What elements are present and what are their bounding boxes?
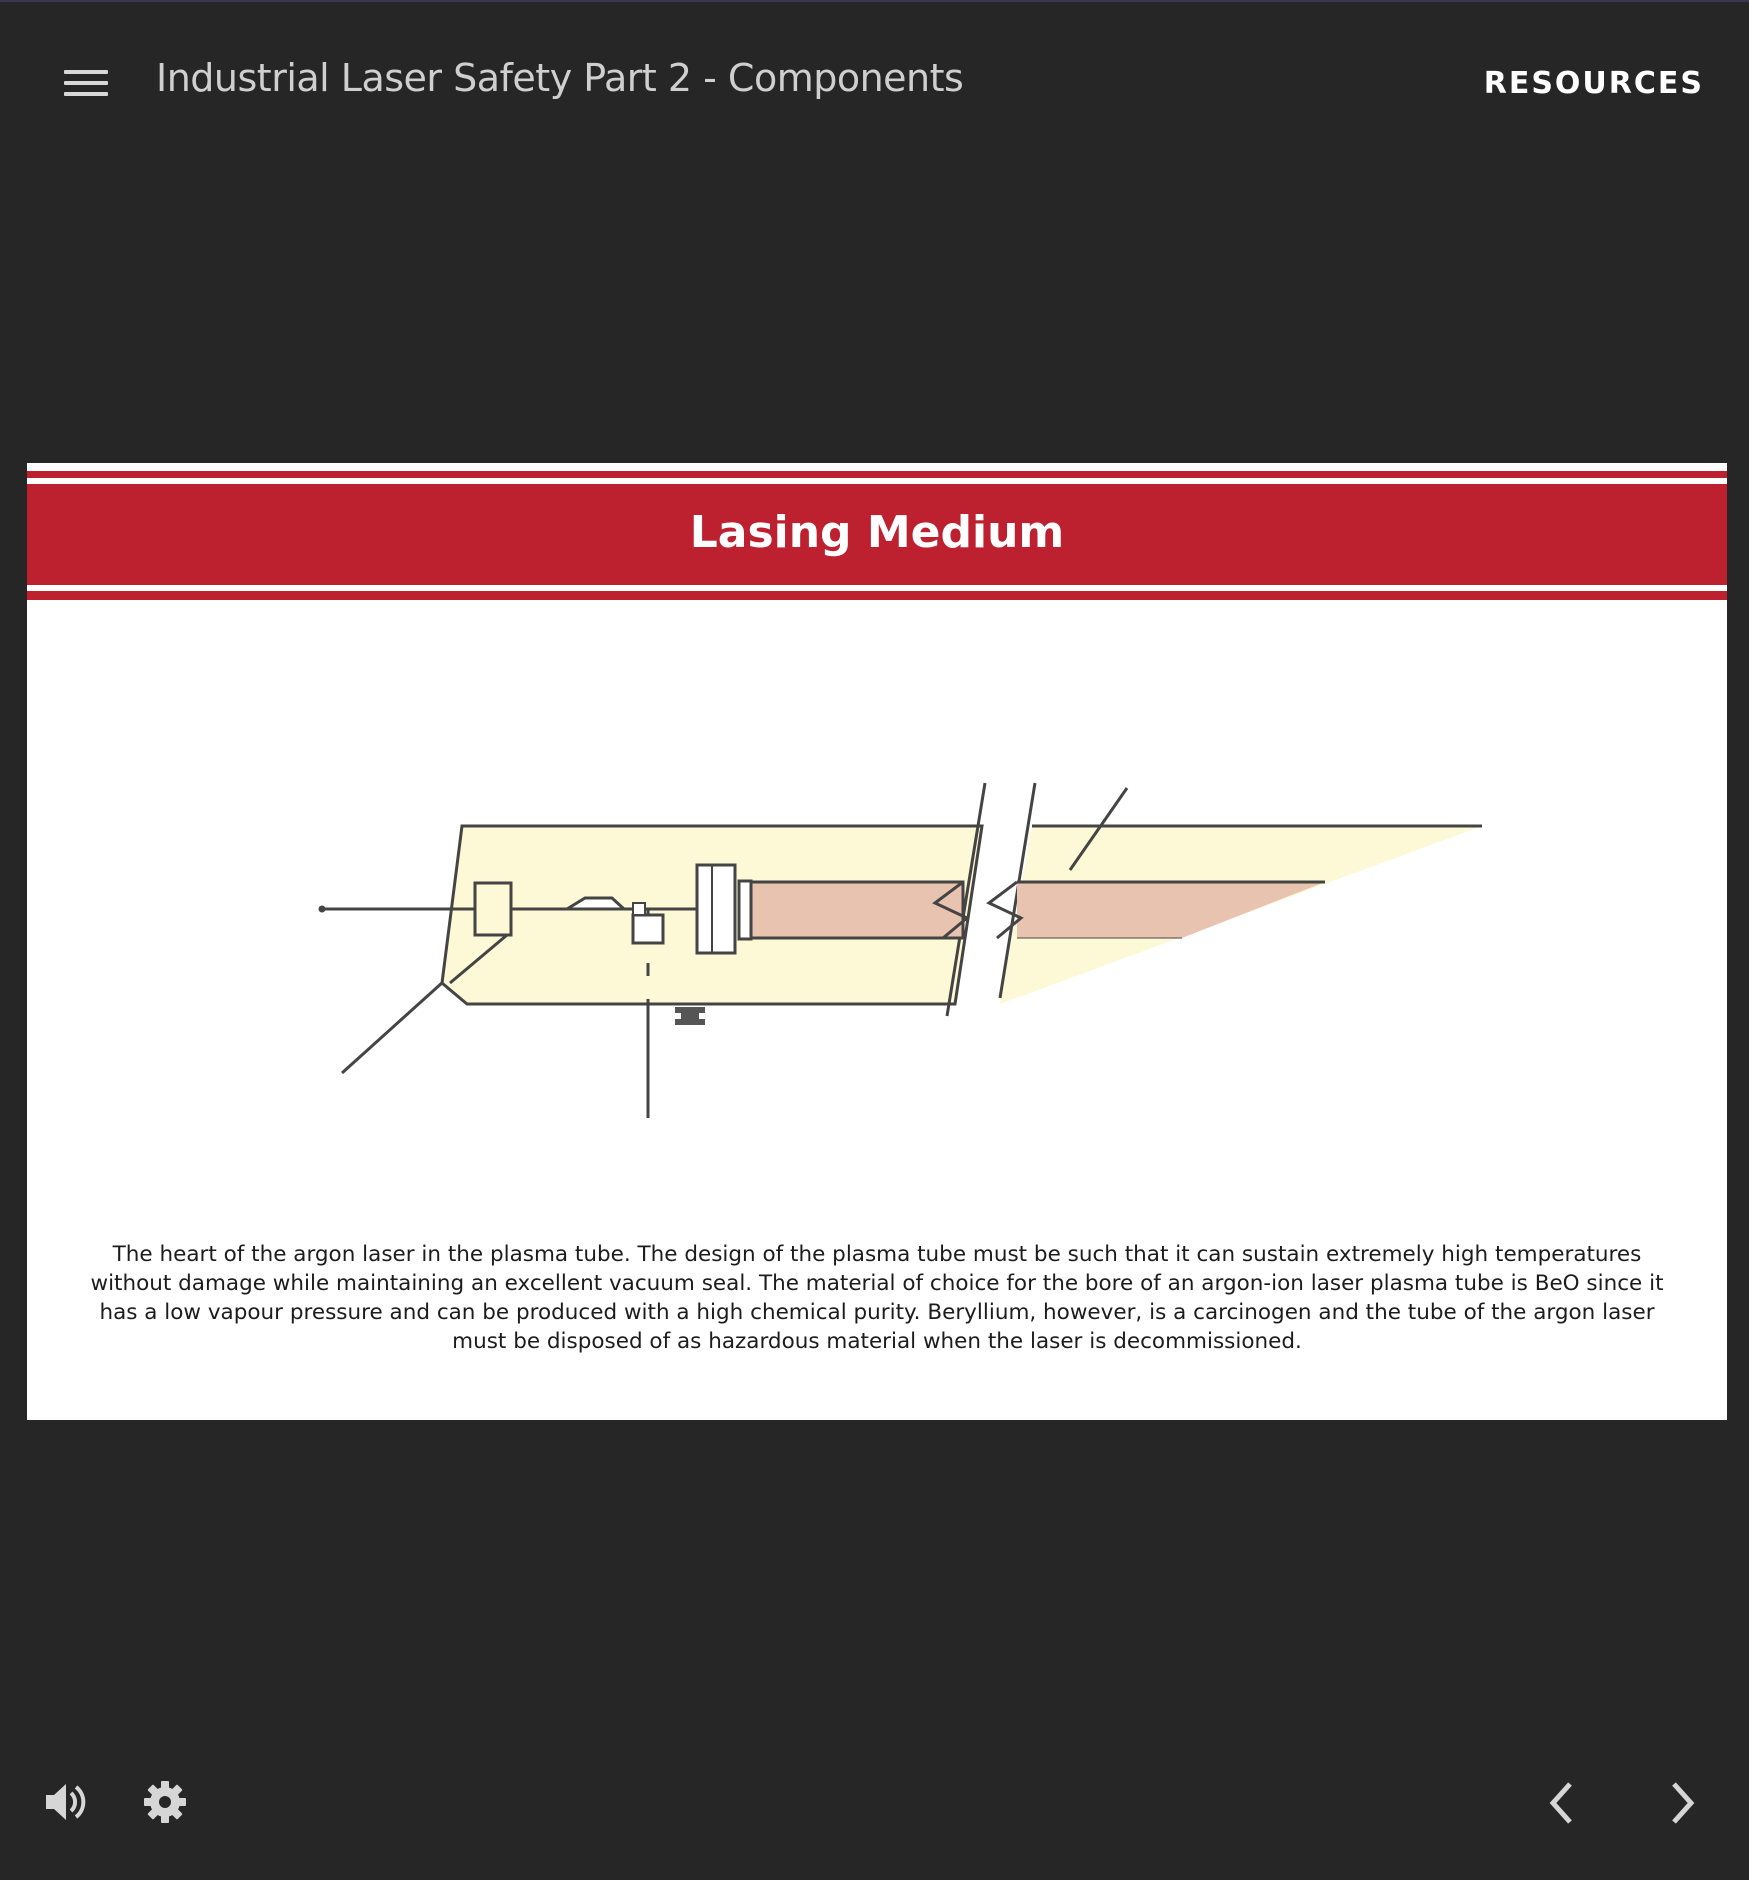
plasma-tube-right (1017, 882, 1325, 938)
tube-flange (697, 865, 735, 953)
hamburger-menu-icon[interactable] (58, 62, 114, 104)
course-title: Industrial Laser Safety Part 2 - Components (156, 56, 964, 100)
plasma-tube-left (751, 882, 963, 938)
resources-button[interactable]: RESOURCES (1483, 66, 1704, 101)
volume-icon[interactable] (42, 1780, 90, 1824)
chevron-left-icon[interactable] (1545, 1778, 1577, 1828)
slide-panel (27, 463, 1727, 1420)
argon-laser-diagram (267, 763, 1517, 1163)
slide-description: The heart of the argon laser in the plasma tube. The design of the plasma tube must be such that it can sustain extremely high temperatures without damage while maintaining an excellent vacuum seal. The material of choice for the bore of an argon-ion laser plasma tube is BeO since it has a low vapour pressure and can be produced with a high chemical purity. Beryllium, however, is a carcinogen and the tube of the argon laser must be disposed of as hazardous material when the laser is decommissioned. (90, 1242, 1664, 1354)
window-top-border (0, 0, 1749, 2)
slide-title-banner (27, 463, 1727, 600)
output-mirror (475, 883, 511, 935)
label-pointer-left (342, 982, 443, 1073)
slide-title: Lasing Medium (689, 507, 1065, 558)
aperture-block (633, 915, 663, 943)
gear-icon[interactable] (142, 1779, 188, 1825)
mounting-foot (675, 1007, 705, 1013)
chevron-right-icon[interactable] (1667, 1778, 1699, 1828)
